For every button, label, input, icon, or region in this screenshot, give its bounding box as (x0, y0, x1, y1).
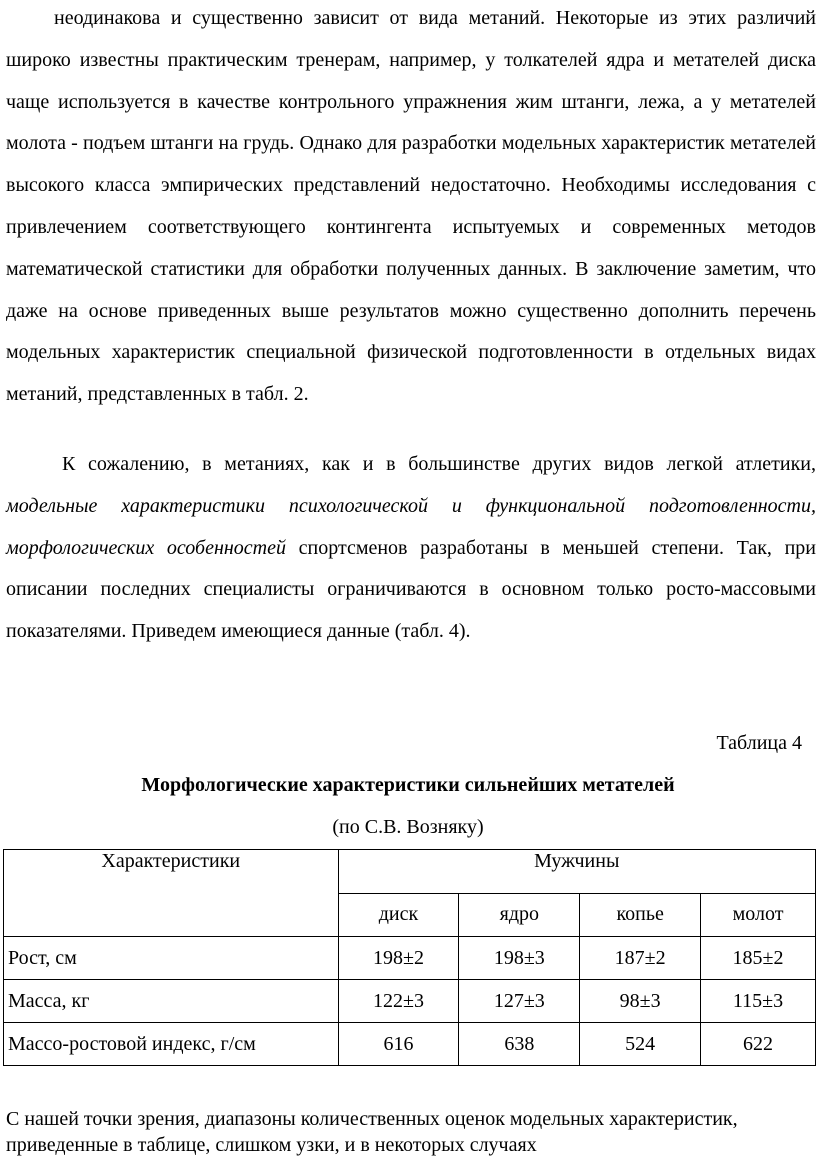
table-row (4, 980, 816, 1023)
paragraph-2-italic-phrase: модельные характеристики психологической и функциональной подготовленности, морфологических особенностей (6, 494, 816, 559)
paragraph-3: С нашей точки зрения, диапазоны количественных оценок модельных характеристик, приведенные в таблице, слишком узки, и в некоторых случаях (6, 1108, 738, 1156)
table-cell: 198±3 (459, 937, 580, 980)
table-cell: 198±2 (338, 937, 459, 980)
table-cell: 622 (701, 1023, 816, 1066)
header-hammer: молот (701, 893, 816, 937)
header-men: Мужчины (338, 850, 815, 894)
table-cell: 524 (580, 1023, 701, 1066)
table-cell: 187±2 (580, 937, 701, 980)
table-cell: 185±2 (701, 937, 816, 980)
header-shot: ядро (459, 893, 580, 937)
header-characteristics: Характеристики (4, 850, 339, 937)
morphology-table (3, 849, 816, 1066)
paragraph-2-text-a: К сожалению, в метаниях, как и в большинстве других видов легкой атлетики, (62, 453, 816, 475)
table-title: Морфологические характеристики сильнейших метателей (141, 774, 675, 796)
table-cell: 616 (338, 1023, 459, 1066)
header-javelin: копье (580, 893, 701, 937)
row-label-mass: Масса, кг (4, 980, 339, 1023)
table-cell: 98±3 (580, 980, 701, 1023)
table-cell: 115±3 (701, 980, 816, 1023)
paragraph-2 (6, 444, 816, 653)
table-row (4, 937, 816, 980)
table-row (4, 1023, 816, 1066)
table-cell: 127±3 (459, 980, 580, 1023)
table-cell: 122±3 (338, 980, 459, 1023)
table-subtitle: (по С.В. Возняку) (332, 816, 484, 838)
row-label-index: Массо-ростовой индекс, г/см (4, 1023, 339, 1066)
header-discus: диск (338, 893, 459, 937)
row-label-height: Рост, см (4, 937, 339, 980)
table-number: Таблица 4 (716, 732, 802, 754)
paragraph-1: неодинакова и существенно зависит от вида метаний. Некоторые из этих различий широко известны практическим тренерам, например, у толкателей ядра и метателей диска чаще используется в качестве контрольного упражнения жим штанги, лежа, а у метателей молота - подъем штанги на грудь. Однако для разработки модельных характеристик метателей высокого класса эмпирических представлений недостаточно. Необходимы исследования с привлечением соответствующего контингента испытуемых и современных методов математической статистики для обработки полученных данных. В заключение заметим, что даже на основе приведенных выше результатов можно существенно дополнить перечень модельных характеристик специальной физической подготовленности в отдельных видах метаний, представленных в табл. 2. (6, 7, 816, 406)
paragraph-2-text-b: спортсменов разработаны в меньшей степени. Так, при описании последних специалисты ограничиваются в основном только росто-массовыми показателями. Приведем имеющиеся данные (табл. 4). (6, 536, 816, 643)
table-cell: 638 (459, 1023, 580, 1066)
